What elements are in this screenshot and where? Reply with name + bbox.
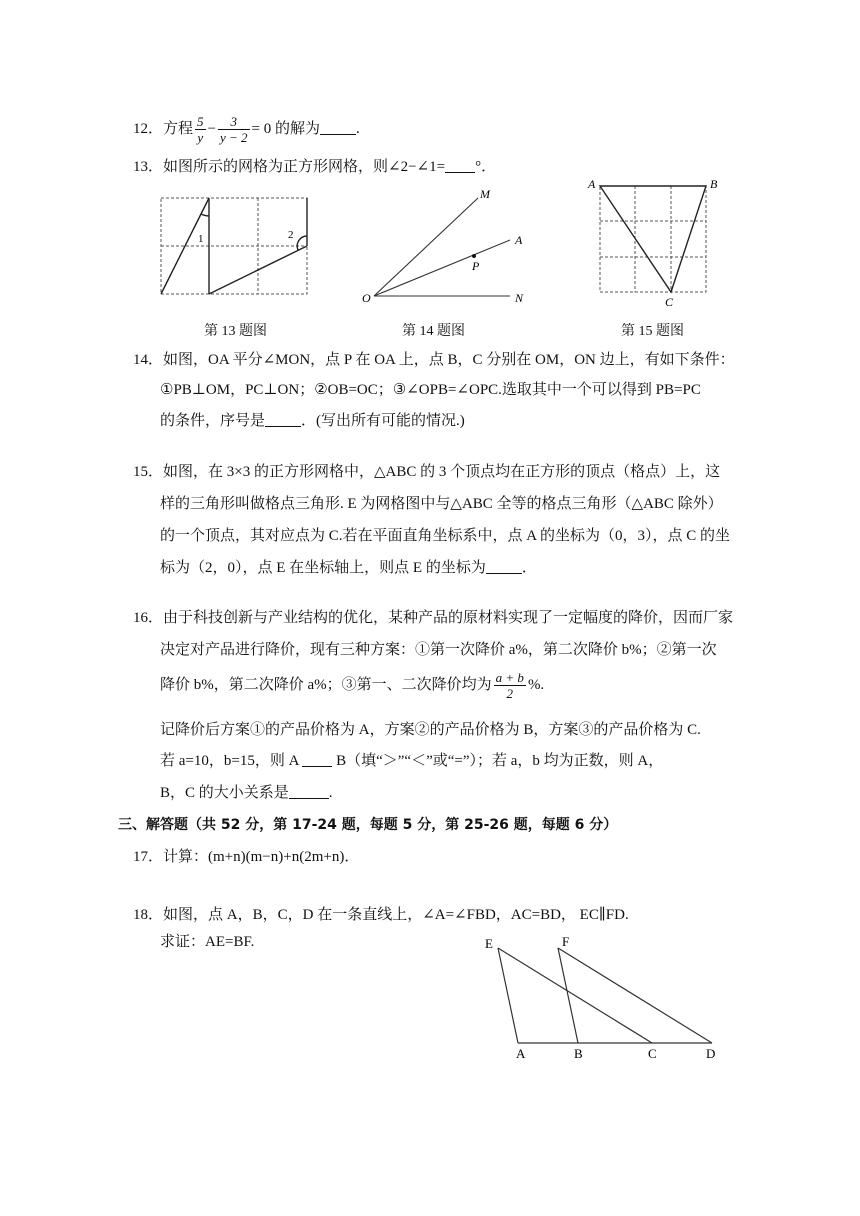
question-16-line-5 xyxy=(160,751,663,771)
figure-15 xyxy=(582,174,726,310)
question-16-line-4: 记降价后方案①的产品价格为 A，方案②的产品价格为 B，方案③的产品价格为 C. xyxy=(160,722,701,738)
question-text: %. xyxy=(527,676,545,693)
question-text: 如图，在 3×3 的正方形网格中，△ABC 的 3 个顶点均在正方形的顶点（格点）上，这 xyxy=(163,464,721,480)
operator: − xyxy=(207,120,216,137)
question-text: 的条件，序号是 xyxy=(160,413,266,429)
fraction xyxy=(218,114,250,145)
point-P-label: P xyxy=(472,259,480,273)
question-18-line-2: 求证：AE=BF. xyxy=(160,934,255,950)
question-16-line-1 xyxy=(133,608,733,628)
question-text: 由于科技创新与产业结构的优化，某种产品的原材料实现了一定幅度的降价，因而厂家 xyxy=(163,610,734,626)
point-F-label: F xyxy=(562,934,570,949)
point-A-label: A xyxy=(588,177,596,191)
point-N-label: N xyxy=(515,291,524,305)
point-D-label: D xyxy=(706,1046,716,1061)
question-18-line-1 xyxy=(133,905,629,925)
figure-18 xyxy=(480,930,720,1064)
question-text: 如图所示的网格为正方形网格，则∠2−∠1= xyxy=(163,159,446,175)
question-14-line-3 xyxy=(160,411,465,431)
fraction-denominator: y xyxy=(197,130,204,145)
question-number: 17． xyxy=(133,849,164,865)
question-text: . xyxy=(328,785,333,801)
question-text: = 0 的解为 xyxy=(251,120,321,137)
point-M-label: M xyxy=(480,187,490,201)
point-C-label: C xyxy=(648,1046,657,1061)
question-16-line-6 xyxy=(160,783,333,803)
point-A-label: A xyxy=(515,233,523,247)
question-14-line-2: ①PB⊥OM，PC⊥ON；②OB=OC；③∠OPB=∠OPC.选取其中一个可以得到 PB=PC xyxy=(160,382,701,398)
question-number: 14． xyxy=(133,352,164,368)
question-16-line-2: 决定对产品进行降价，现有三种方案：①第一次降价 a%，第二次降价 b%；②第一次 xyxy=(160,642,717,658)
question-text: ．(写出所有可能的情况.) xyxy=(301,413,465,429)
question-number: 13． xyxy=(133,159,164,175)
question-text: 方程 xyxy=(163,120,194,137)
question-14-line-1 xyxy=(133,350,735,370)
answer-blank[interactable] xyxy=(320,120,356,135)
answer-blank[interactable] xyxy=(289,784,329,799)
figure-14 xyxy=(360,184,536,308)
point-B-label: B xyxy=(574,1046,583,1061)
question-15-line-3: 的一个顶点，其对应点为 C.若在平面直角坐标系中，点 A 的坐标为（0，3），点 C 的坐 xyxy=(160,528,731,544)
question-text: 计算：(m+n)(m−n)+n(2m+n)． xyxy=(163,849,360,865)
question-text: 如图，点 A，B，C，D 在一条直线上，∠A=∠FBD，AC=BD， EC∥FD. xyxy=(163,907,629,923)
angle-1-label: 1 xyxy=(198,233,204,245)
question-number: 18． xyxy=(133,907,164,923)
answer-blank[interactable] xyxy=(445,158,475,173)
point-B-label: B xyxy=(710,177,718,191)
question-number: 12． xyxy=(133,120,164,137)
question-15-line-2: 样的三角形叫做格点三角形. E 为网格图中与△ABC 全等的格点三角形（△ABC 除外） xyxy=(160,496,723,512)
figure-15-caption: 第 15 题图 xyxy=(621,324,684,339)
answer-blank[interactable] xyxy=(486,559,522,574)
question-text: 降价 b%，第二次降价 a%；③第一、二次降价均为 xyxy=(160,676,492,693)
answer-blank[interactable] xyxy=(302,752,332,767)
question-text: 如图，OA 平分∠MON，点 P 在 OA 上，点 B，C 分别在 OM，ON 边上，有如下条件： xyxy=(163,352,735,368)
question-text: B，C 的大小关系是 xyxy=(160,785,289,801)
point-C-label: C xyxy=(665,295,674,309)
figure-14-caption: 第 14 题图 xyxy=(402,324,465,339)
fraction-denominator: 2 xyxy=(506,686,514,701)
question-text: B（填“＞”“＜”或“=”）；若 a，b 均为正数，则 A， xyxy=(336,753,664,769)
fraction-numerator: 3 xyxy=(218,114,250,130)
question-text: . xyxy=(356,120,360,137)
question-text: ． xyxy=(521,560,537,576)
question-text: 标为（2，0），点 E 在坐标轴上，则点 E 的坐标为 xyxy=(160,560,486,576)
fraction-denominator: y − 2 xyxy=(220,130,248,145)
figure-13-caption: 第 13 题图 xyxy=(204,324,267,339)
point-O-label: O xyxy=(362,291,371,305)
answer-blank[interactable] xyxy=(265,412,301,427)
fraction xyxy=(494,670,526,701)
question-13 xyxy=(133,157,496,177)
section-heading: 三、解答题（共 52 分，第 17-24 题，每题 5 分，第 25-26 题，每题 6 分） xyxy=(118,817,618,833)
point-A-label: A xyxy=(516,1046,526,1061)
fraction-numerator: 5 xyxy=(197,114,204,129)
question-text: 若 a=10，b=15，则 A xyxy=(160,753,299,769)
question-17 xyxy=(133,847,359,867)
question-15-line-1 xyxy=(133,462,720,482)
question-12 xyxy=(133,114,360,145)
question-number: 16． xyxy=(133,610,164,626)
question-15-line-4 xyxy=(160,558,537,578)
fraction xyxy=(195,114,206,145)
question-text: °． xyxy=(475,159,497,175)
question-number: 15． xyxy=(133,464,164,480)
fraction-numerator: a + b xyxy=(495,670,524,685)
figure-13 xyxy=(158,194,310,298)
point-E-label: E xyxy=(485,936,493,951)
question-16-line-3 xyxy=(160,670,544,701)
angle-2-label: 2 xyxy=(288,229,294,241)
